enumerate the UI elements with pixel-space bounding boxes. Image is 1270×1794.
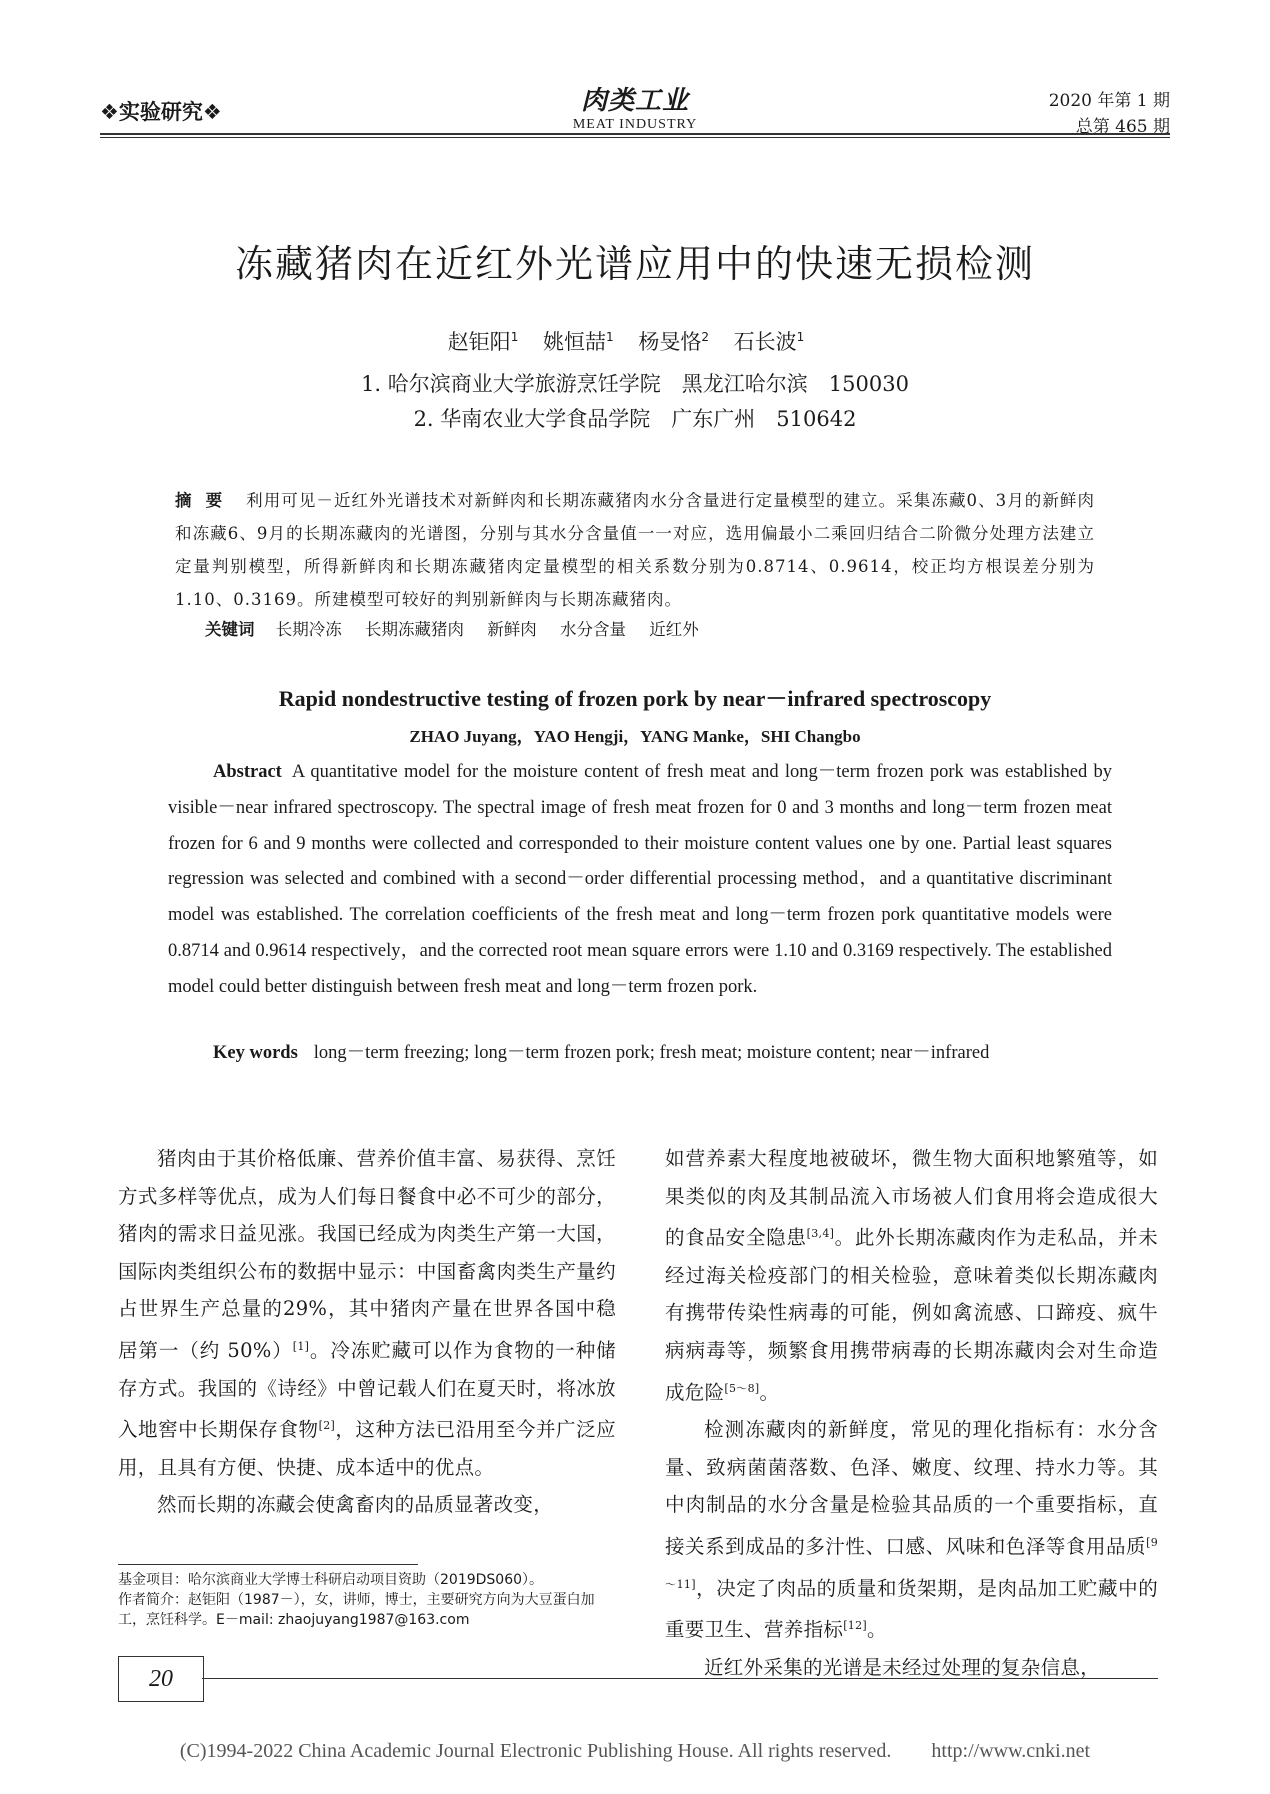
body-text: 如营养素大程度地被破坏，微生物大面积地繁殖等，如果类似的肉及其制品流入市场被人们食用将会造成很大的食品安全隐患 [665,1147,1158,1250]
header-rule [100,133,1170,135]
abstract-cn-label: 摘要 [175,491,237,510]
issue-year: 2020 年第 1 期 [1048,91,1170,111]
citation: [9～11] [665,1535,1158,1591]
english-keywords [168,1036,1112,1072]
paper-title: 冻藏猪肉在近红外光谱应用中的快速无损检测 [234,242,1035,286]
citation: [3,4] [806,1227,835,1241]
english-keywords-text: long－term freezing; long－term frozen pork; fresh meat; moisture content; near－infrared [313,1043,990,1063]
abstract-cn-text: 利用可见－近红外光谱技术对新鲜肉和长期冻藏猪肉水分含量进行定量模型的建立。采集冻藏0、3月的新鲜肉和冻藏6、9月的长期冻藏肉的光谱图，分别与其水分含量值一一对应，选用偏最小二乘回归结合二阶微分处理方法建立定量判别模型，所得新鲜肉和长期冻藏猪肉定量模型的相关系数分别为0.8714、0.9614，校正均方根误差分别为1.10、0.3169。所建模型可较好的判别新鲜肉与长期冻藏猪肉。 [175,491,1095,609]
author-sup: 1 [510,330,519,344]
body-paragraph [118,1140,616,1486]
keyword-cn: 长期冷冻 [275,620,342,639]
body-text: 。冷冻贮藏可以作为食物的一种储存方式。我国的《诗经》中曾记载人们在夏天时，将冰放入地窖中长期保存食物 [118,1338,616,1442]
body-text: 。 [866,1618,887,1642]
journal-logo [535,80,735,133]
author-name: 石长波 [733,330,797,354]
journal-name-en: MEAT INDUSTRY [572,117,698,132]
english-keywords-label: Key words [213,1043,298,1063]
body-column-left [118,1140,616,1524]
author-name: 杨旻恪 [638,330,702,354]
abstract-cn [175,484,1095,616]
body-text: 。 [759,1380,780,1404]
body-paragraph [665,1140,1158,1411]
body-paragraph [665,1411,1158,1649]
keyword-cn: 新鲜肉 [487,620,537,639]
footnote-rule [118,1564,418,1565]
english-authors: ZHAO Juyang，YAO Hengji，YANG Manke，SHI Changbo [409,727,861,746]
journal-name-cn: 肉类工业 [580,86,689,116]
author-list [100,326,1170,356]
affiliation-2: 2. 华南农业大学食品学院 广东广州 510642 [413,407,857,431]
footer-rule [202,1678,1158,1679]
section-label: ❖实验研究❖ [100,100,222,124]
citation: [12] [843,1619,867,1633]
citation: [5～8] [724,1381,760,1395]
footnote-author: 作者简介：赵钜阳（1987－），女，讲师，博士，主要研究方向为大豆蛋白加工，烹饪科学。E－mail: zhaojuyang1987@163.com [118,1592,595,1628]
english-abstract-text: A quantitative model for the moisture content of fresh meat and long－term frozen pork was established by visible－near infrared spectroscopy. The spectral image of fresh meat frozen for 0 and 3 months and long－term frozen meat frozen for 6 and 9 months were collected and corresponded to their moisture content values one by one. Partial least squares regression was selected and combined with a second－order differential processing method，and a quantitative discriminant model was established. The correlation coefficients of the fresh meat and long－term frozen pork quantitative models were 0.8714 and 0.9614 respectively，and the corrected root mean square errors were 1.10 and 0.3169 respectively. The established model could better distinguish between fresh meat and long－term frozen pork. [168,762,1112,997]
body-text: ，这种方法已沿用至今并广泛应用，且具有方便、快捷、成本适中的优点。 [118,1418,616,1479]
author-sup: 2 [701,330,709,344]
author-name: 姚恒喆 [543,330,607,354]
body-text: 检测冻藏肉的新鲜度，常见的理化指标有：水分含量、致病菌菌落数、色泽、嫩度、纹理、持水力等。其中肉制品的水分含量是检验其品质的一个重要指标，直接关系到成品的多汁性、口感、风味和色泽等食用品质 [665,1418,1158,1558]
english-title: Rapid nondestructive testing of frozen pork by near－infrared spectroscopy [278,686,992,711]
citation: [1] [292,1339,310,1353]
english-abstract-label: Abstract [213,762,282,782]
citation: [2] [318,1419,336,1433]
footnote [118,1570,618,1630]
body-paragraph: 然而长期的冻藏会使禽畜肉的品质显著改变， [157,1493,554,1517]
copyright-notice: (C)1994-2022 China Academic Journal Electronic Publishing House. All rights reserved. http://www.cnki.net [179,1740,1091,1762]
keywords-cn [205,616,717,640]
author-sup: 1 [606,330,614,344]
keyword-cn: 近红外 [649,620,699,639]
footnote-fund: 基金项目：哈尔滨商业大学博士科研启动项目资助（2019DS060）。 [118,1572,544,1588]
keywords-cn-label: 关键词 [205,620,255,639]
author-name: 赵钜阳 [447,330,511,354]
body-text: ，决定了肉品的质量和货架期，是肉品加工贮藏中的重要卫生、营养指标 [665,1576,1158,1642]
author-sup: 1 [796,330,805,344]
body-column-right [665,1140,1158,1686]
header-rule-thin [100,137,1170,138]
body-text: 。此外长期冻藏肉作为走私品，并未经过海关检疫部门的相关检验，意味着类似长期冻藏肉有携带传染性病毒的可能，例如禽流感、口蹄疫、疯牛病病毒等，频繁食用携带病毒的长期冻藏肉会对生命造成危险 [665,1226,1158,1404]
affiliation-1: 1. 哈尔滨商业大学旅游烹饪学院 黑龙江哈尔滨 150030 [361,372,909,396]
body-text: 猪肉由于其价格低廉、营养价值丰富、易获得、烹饪方式多样等优点，成为人们每日餐食中必不可少的部分，猪肉的需求日益见涨。我国已经成为肉类生产第一大国，国际肉类组织公布的数据中显示：中国畜禽肉类生产量约占世界生产总量的29%，其中猪肉产量在世界各国中稳居第一（约 50%） [118,1147,616,1362]
keyword-cn: 水分含量 [560,620,626,639]
keyword-cn: 长期冻藏猪肉 [365,620,464,639]
body-paragraph: 近红外采集的光谱是未经过处理的复杂信息， [704,1655,1101,1679]
english-abstract [168,755,1112,1006]
page-number: 20 [118,1656,204,1702]
issue-total: 总第 465 期 [1075,117,1170,137]
